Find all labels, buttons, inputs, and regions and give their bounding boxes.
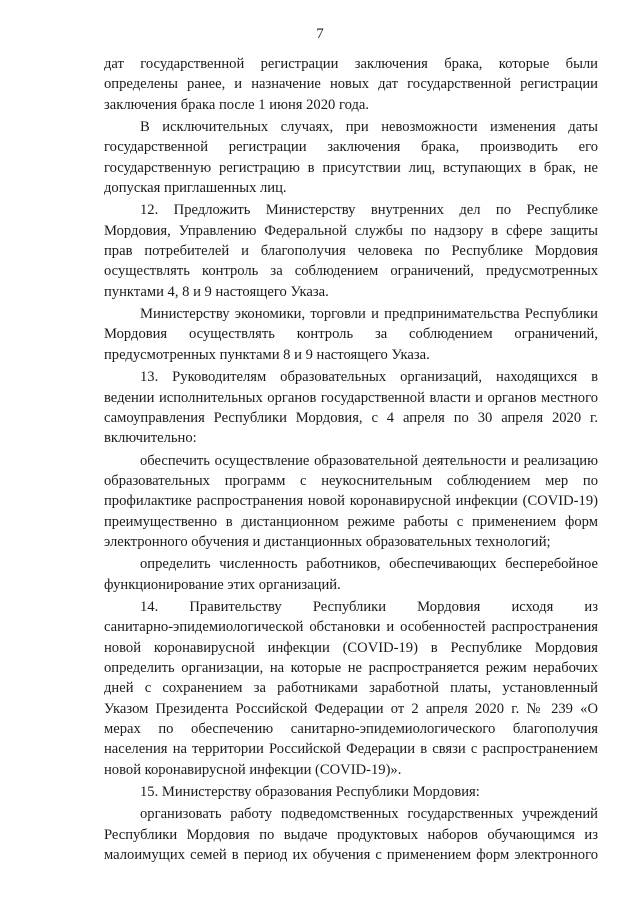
text-line: государственную регистрацию в присутствии лиц, вступающих в брак, не [104,159,598,176]
text-line: Мордовия, Управлению Федеральной службы по надзору в сфере защиты [104,222,598,239]
text-line: определить численность работников, обеспечивающих бесперебойное [140,556,598,573]
text-line: Республики Мордовия по выдаче продуктовых наборов обучающимся из [104,826,598,843]
document-body [104,54,598,865]
text-line: предусмотренных пунктами 8 и 9 настоящего Указа. [104,346,430,363]
paragraph [104,782,598,802]
text-line: определить организации, на которые не распространяется режим нерабочих [104,659,598,676]
text-line: В исключительных случаях, при невозможности изменения даты [140,119,598,136]
text-line: заключения брака после 1 июня 2020 года. [104,96,370,113]
paragraph [104,597,598,780]
text-line: функционирование этих организаций. [104,576,341,593]
text-line: населения на территории Российской Федерации в связи с распространением [104,741,598,758]
text-line: государственной регистрации заключения брака, производить его [104,139,598,156]
text-line: малоимущих семей в период их обучения с применением форм электронного [104,847,598,864]
text-line: Указом Президента Российской Федерации от 2 апреля 2020 г. № 239 «О [104,700,598,717]
text-line: электронного обучения и дистанционных образовательных технологий; [104,533,551,550]
text-line: допуская приглашенных лиц. [104,180,287,197]
text-line: осуществлять контроль за соблюдением ограничений, предусмотренных [104,263,598,280]
text-line: определены ранее, и назначение новых дат государственной регистрации [104,76,598,93]
text-line: 13. Руководителям образовательных организаций, находящихся в [140,369,598,386]
text-line: образовательных программ с неукоснительным соблюдением мер по [104,472,598,489]
text-line: новой коронавирусной инфекции (COVID-19)». [104,761,402,778]
text-line: 14. Правительству Республики Мордовия исходя из [140,598,598,615]
text-line: мерах по обеспечению санитарно-эпидемиологического благополучия [104,721,598,737]
text-line: 12. Предложить Министерству внутренних дел по Республике [140,202,598,219]
text-line: преимущественно в дистанционном режиме работы с применением форм [104,513,598,530]
text-line: прав потребителей и благополучия человека по Республике Мордовия [104,243,598,260]
text-line: Мордовия осуществлять контроль за соблюдением ограничений, [104,326,598,343]
text-line: Министерству экономики, торговли и предпринимательства Республики [140,306,598,323]
text-line: пунктами 4, 8 и 9 настоящего Указа. [104,283,329,300]
text-line: 15. Министерству образования Республики Мордовия: [140,784,480,801]
text-line: обеспечить осуществление образовательной деятельности и реализацию [140,452,598,469]
paragraph [104,200,598,302]
text-line: самоуправления Республики Мордовия, с 4 апреля по 30 апреля 2020 г. [104,409,598,426]
paragraph [104,117,598,198]
paragraph [104,54,598,115]
text-line: профилактике распространения новой коронавирусной инфекции (COVID-19) [104,493,598,510]
paragraph [104,367,598,448]
paragraph [104,804,598,865]
page-number: 7 [316,26,324,42]
paragraph [104,451,598,553]
text-line: включительно: [104,430,197,447]
text-line: организовать работу подведомственных государственных учреждений [140,806,598,823]
text-line: санитарно-эпидемиологической обстановки и особенностей распространения [104,619,598,636]
paragraph [104,304,598,365]
text-line: дат государственной регистрации заключения брака, которые были [104,56,598,72]
text-line: ведении исполнительных органов государственной власти и органов местного [104,389,598,406]
text-line: новой коронавирусной инфекции (COVID-19) в Республике Мордовия [104,639,598,656]
text-line: дней с сохранением за работниками заработной платы, установленный [104,680,598,697]
paragraph [104,554,598,595]
